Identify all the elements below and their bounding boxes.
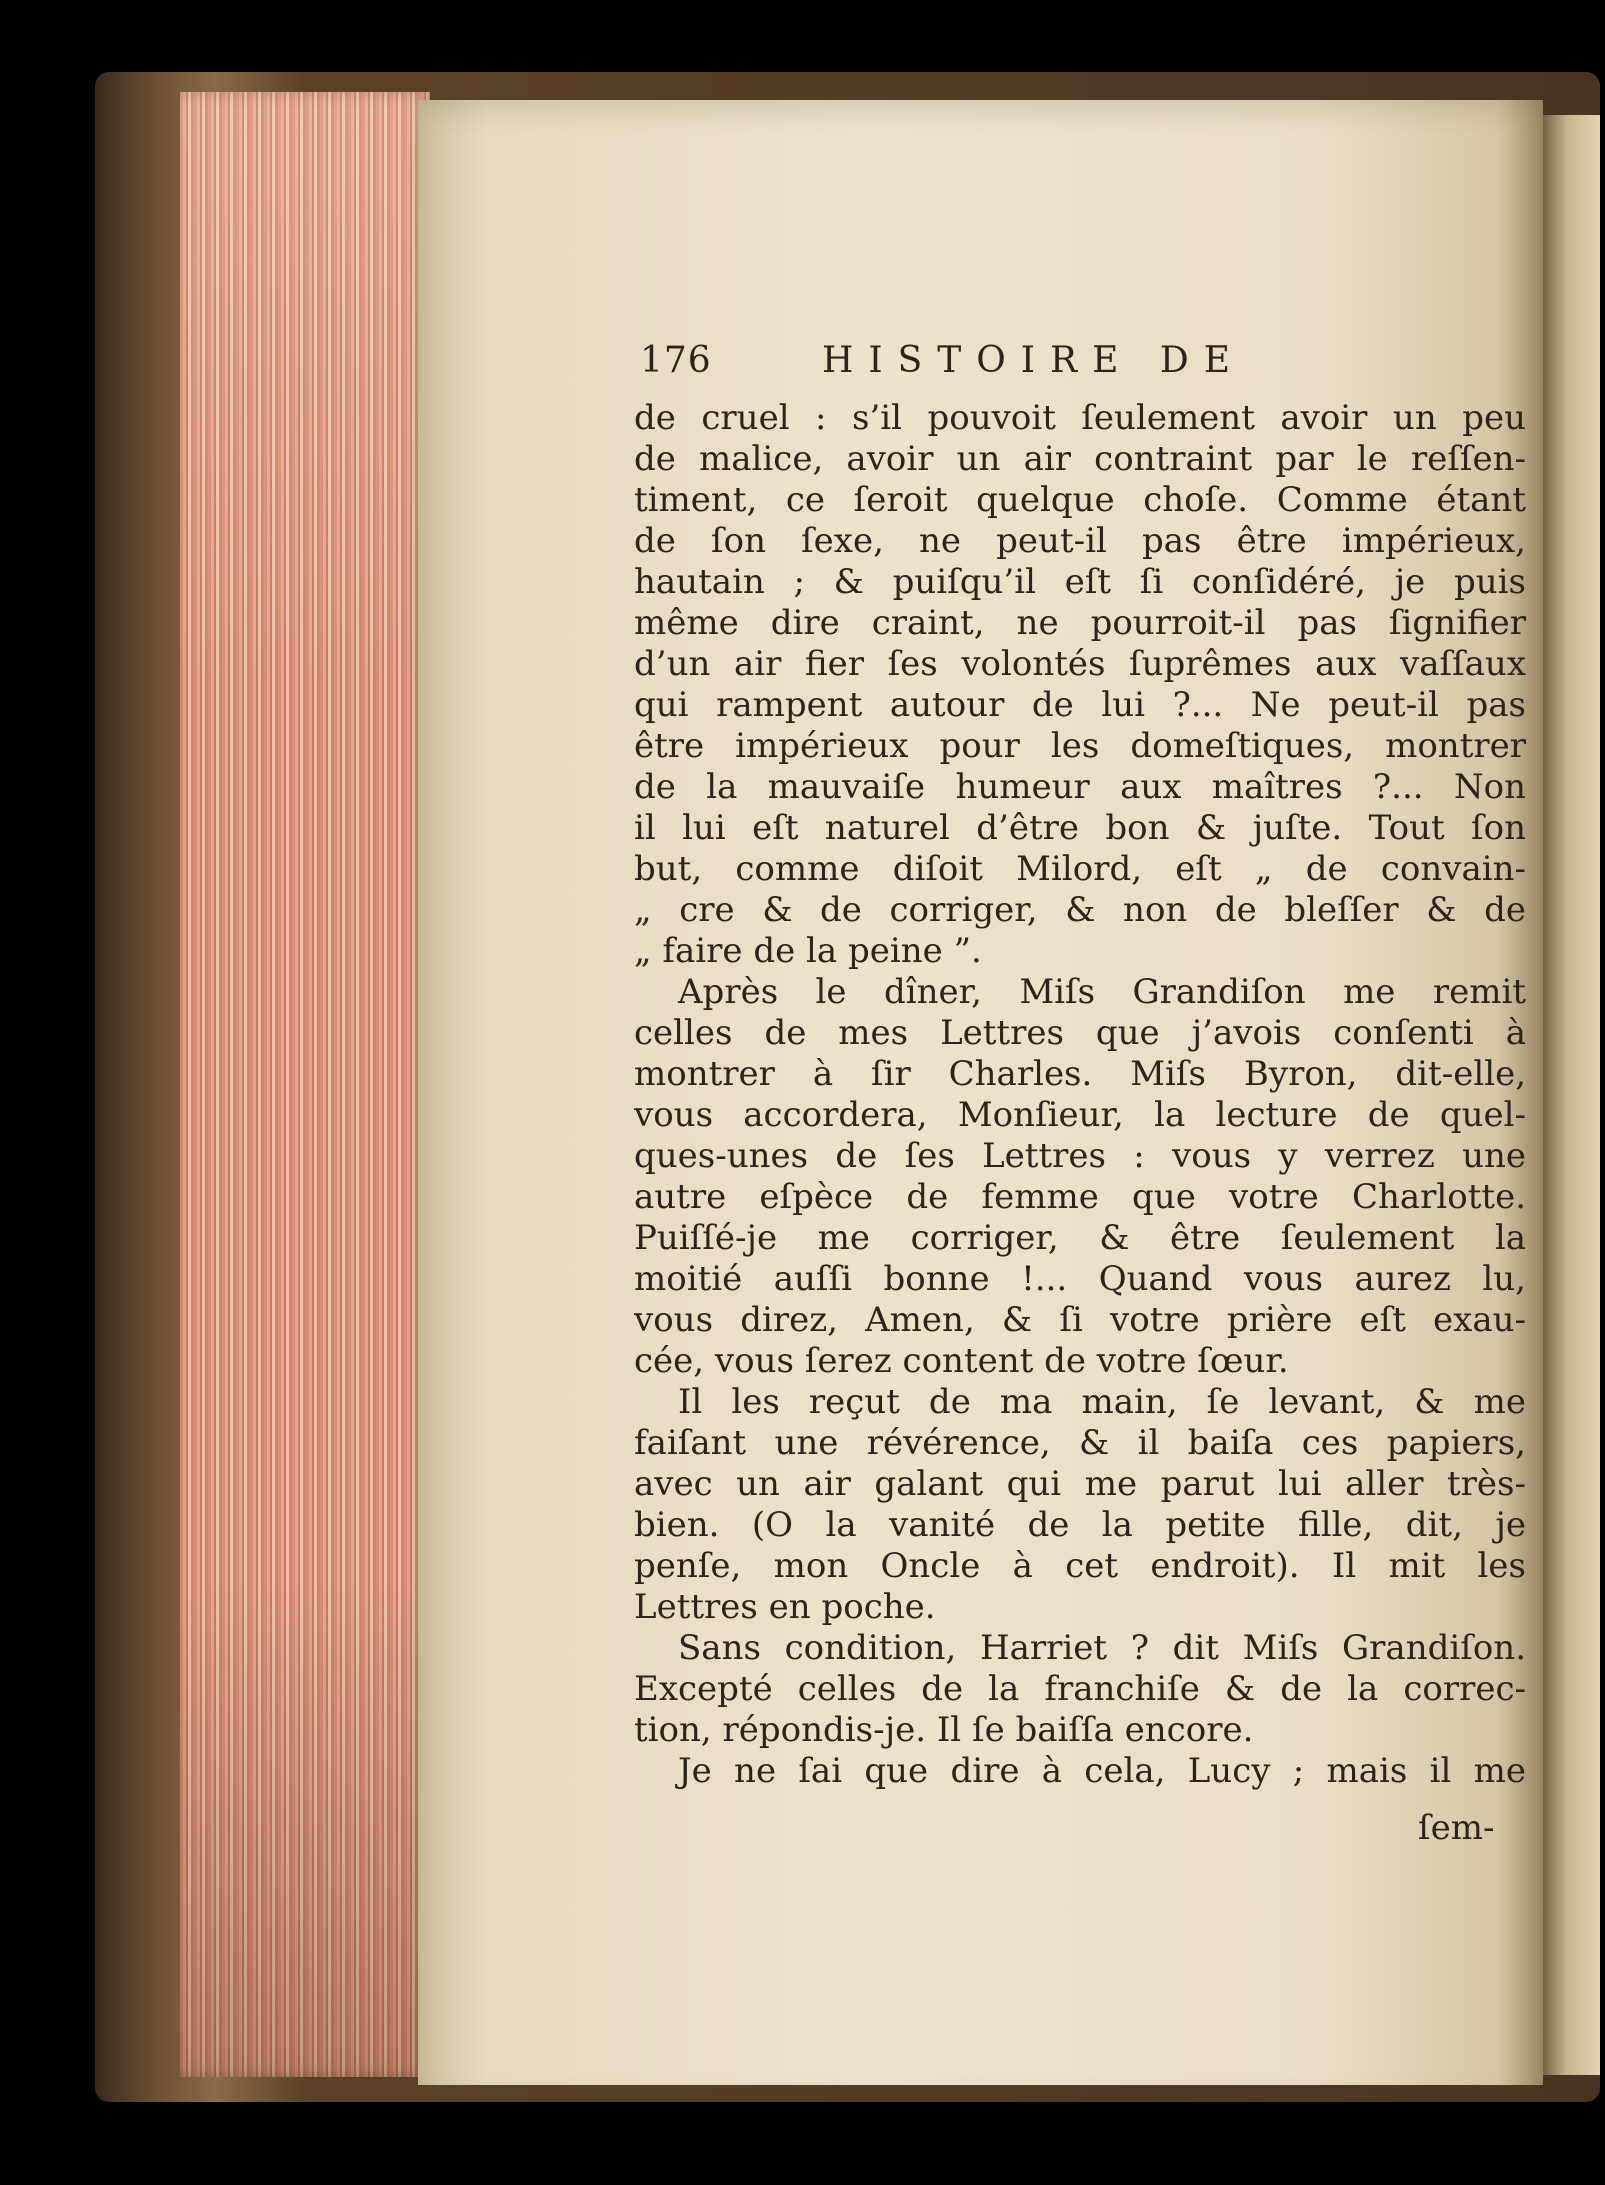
text-line: Lettres en poche.: [634, 1587, 936, 1627]
text-line: Sans condition, Harriet ? dit Miſs Grandiſon.: [678, 1628, 1526, 1668]
text-line: d’un air fier ſes volontés ſuprêmes aux vaſſaux: [634, 644, 1526, 684]
body-text: [634, 398, 1526, 1792]
facing-page-edge: [1540, 115, 1600, 2075]
text-line: qui rampent autour de lui ?... Ne peut-il pas: [634, 685, 1526, 725]
text-line: être impérieux pour les domeſtiques, montrer: [634, 726, 1526, 766]
catchword: ſem-: [1418, 1808, 1495, 1848]
text-line: Puiſſé-je me corriger, & être ſeulement la: [634, 1218, 1526, 1258]
text-line: avec un air galant qui me parut lui aller très-: [634, 1464, 1526, 1504]
text-line: „ cre & de corriger, & non de bleſſer & de: [634, 890, 1526, 930]
text-line: Je ne ſai que dire à cela, Lucy ; mais il me: [678, 1751, 1526, 1791]
text-line: ques-unes de ſes Lettres : vous y verrez une: [634, 1136, 1526, 1176]
text-line: vous accordera, Monſieur, la lecture de quel-: [634, 1095, 1526, 1135]
text-line: hautain ; & puiſqu’il eſt ſi conſidéré, je puis: [634, 562, 1526, 602]
running-head: [640, 340, 1540, 384]
page-number: 176: [640, 340, 712, 381]
text-line: but, comme diſoit Milord, eſt „ de convain-: [634, 849, 1526, 889]
text-line: Après le dîner, Miſs Grandiſon me remit: [678, 972, 1526, 1012]
text-line: cée, vous ſerez content de votre ſœur.: [634, 1341, 1289, 1381]
running-title: HISTOIRE DE: [822, 340, 1245, 381]
text-line: autre eſpèce de femme que votre Charlotte.: [634, 1177, 1526, 1217]
text-line: de malice, avoir un air contraint par le reſſen-: [634, 439, 1526, 479]
text-line: „ faire de la peine ”.: [634, 931, 982, 971]
page-content: [418, 100, 1543, 2085]
text-line: même dire craint, ne pourroit-il pas ſignifier: [634, 603, 1526, 643]
text-line: tion, répondis-je. Il ſe baiſſa encore.: [634, 1710, 1254, 1750]
text-line: faiſant une révérence, & il baiſa ces papiers,: [634, 1423, 1526, 1463]
text-line: vous direz, Amen, & ſi votre prière eſt exau-: [634, 1300, 1526, 1340]
text-line: de ſon ſexe, ne peut-il pas être impérieux,: [634, 521, 1526, 561]
text-line: montrer à ſir Charles. Miſs Byron, dit-elle,: [634, 1054, 1526, 1094]
text-line: Il les reçut de ma main, ſe levant, & me: [678, 1382, 1526, 1422]
text-line: moitié auſſi bonne !... Quand vous aurez lu,: [634, 1259, 1526, 1299]
text-line: celles de mes Lettres que j’avois conſenti à: [634, 1013, 1526, 1053]
text-line: penſe, mon Oncle à cet endroit). Il mit les: [634, 1546, 1526, 1586]
text-line: Excepté celles de la franchiſe & de la correc-: [634, 1669, 1526, 1709]
text-line: bien. (O la vanité de la petite fille, dit, je: [634, 1505, 1526, 1545]
text-line: timent, ce ſeroit quelque choſe. Comme étant: [634, 480, 1526, 520]
text-line: de cruel : s’il pouvoit ſeulement avoir un peu: [634, 398, 1526, 438]
text-line: de la mauvaiſe humeur aux maîtres ?... Non: [634, 767, 1526, 807]
book-page: [418, 100, 1543, 2085]
page-fore-edge-shade: [180, 92, 430, 2077]
text-line: il lui eſt naturel d’être bon & juſte. Tout ſon: [634, 808, 1526, 848]
